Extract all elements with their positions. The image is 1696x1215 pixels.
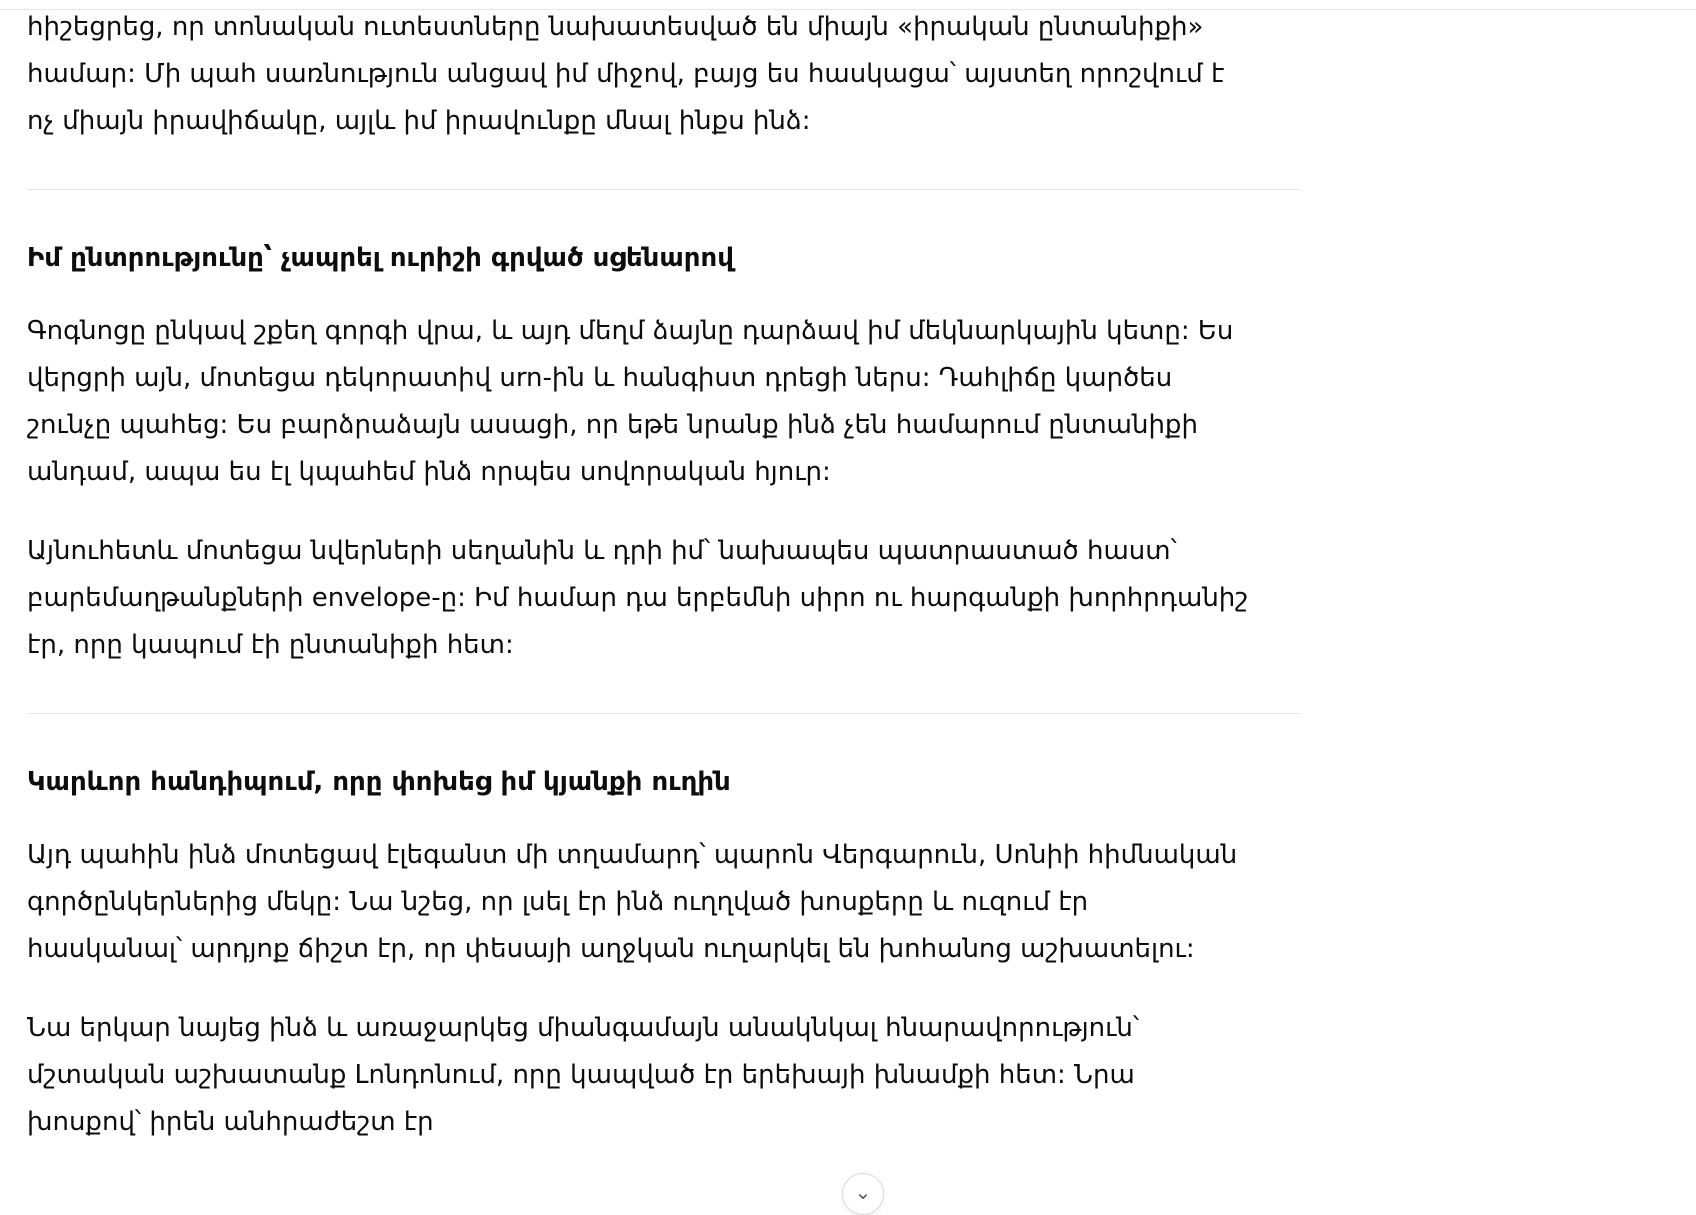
section-divider [27,189,1300,190]
paragraph: հիշեցրեց, որ տոնական ուտեստները նախատեսված են միայն «իրական ընտանիքի» համար: Մի պահ սառնություն անցավ իմ միջով, բայց ես հասկացա՝ այստեղ որոշվում է ոչ միայն իրավիճակը, այլև իմ իրավունքը մնալ ինքս ինձ: [27,12,1225,136]
chevron-down-icon: ⌄ [854,1180,872,1204]
paragraph: Նա երկար նայեց ինձ և առաջարկեց միանգամայն անակնկալ հնարավորություն՝ մշտական աշխատանք Լոնդոնում, որը կապված էր երեխայի խնամքի հետ: Նրա խոսքով՝ իրեն անհրաժեշտ էր [27,1013,1140,1137]
paragraph: Այդ պահին ինձ մոտեցավ էլեգանտ մի տղամարդ՝ պարոն Վերգարուն, Սոնիի հիմնական գործընկերներից մեկը: Նա նշեց, որ լսել էր ինձ ուղղված խոսքերը և ուզում էր հասկանալ՝ արդյոք ճիշտ էր, որ փեսայի աղջկան ուղարկել են խոհանոց աշխատելու: [27,840,1238,964]
section-heading: Իմ ընտրությունը՝ չապրել ուրիշի գրված սցենարով [27,243,734,273]
paragraph: Այնուհետև մոտեցա նվերների սեղանին և դրի իմ՝ նախապես պատրաստած հաստ՝ բարեմաղթանքների envelope-ը: Իմ համար դա երբեմնի սիրո ու հարգանքի խորհրդանիշ էր, որը կապում էի ընտանիքի հետ: [27,536,1249,660]
article-content [27,4,1300,1178]
scroll-to-bottom-button[interactable] [842,1173,884,1215]
section-divider [27,713,1300,714]
section-heading: Կարևոր հանդիպում, որը փոխեց իմ կյանքի ուղին [27,767,731,797]
paragraph: Գոգնոցը ընկավ շքեղ գորգի վրա, և այդ մեղմ ձայնը դարձավ իմ մեկնարկային կետը: Ես վերցրի այն, մոտեցա դեկորատիվ urn-ին և հանգիստ դրեցի ներս: Դահլիճը կարծես շունչը պահեց: Ես բարձրաձայն ասացի, որ եթե նրանք ինձ չեն համարում ընտանիքի անդամ, ապա ես էլ կպահեմ ինձ որպես սովորական հյուր: [27,316,1234,487]
